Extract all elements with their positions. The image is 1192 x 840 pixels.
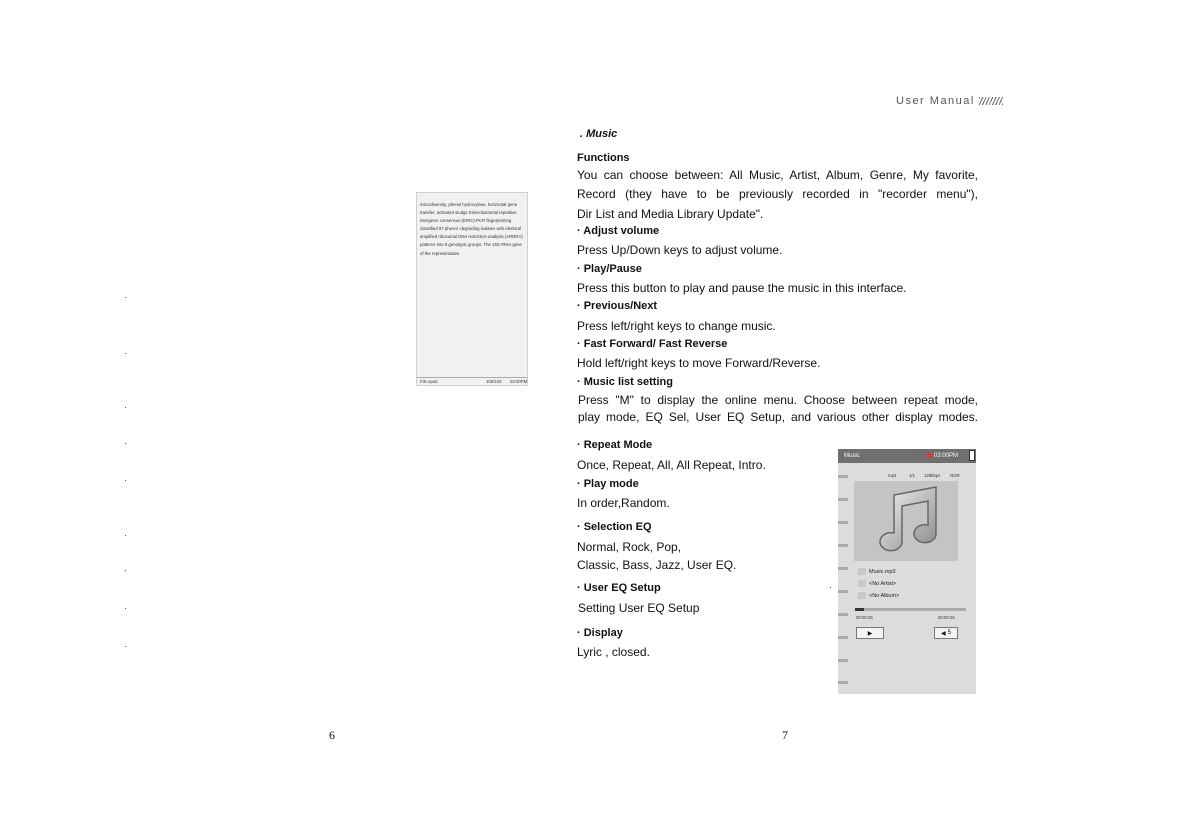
ebook-screen-text: microdiversity, phenol hydroxylase, horizontal gene transfer, activated sludge Enterobacterial repetitive intergenic consensus (ERIC)-PCR fingerprinting classified 97 phenol -degrading isolates with identical amplified ribosomal DNA restriction analysis (ARDRA) patterns into 8 genotypic groups. The 16S rRNA gene of the representative: [420, 202, 523, 256]
player-volume: 5: [947, 630, 951, 636]
side-tick: [838, 590, 848, 593]
player-format: mp3: [888, 473, 897, 478]
side-tick: [838, 636, 848, 639]
music-list-line: play mode, EQ Sel, User EQ Setup, and various other display modes.: [578, 410, 978, 424]
side-tick: [838, 475, 848, 478]
bullet-dot: ·: [124, 348, 127, 358]
side-tick: [838, 521, 848, 524]
speaker-icon: ◀: [941, 630, 946, 637]
player-eq: NOR: [950, 473, 960, 478]
player-artist: <No Artist>: [869, 580, 897, 587]
bullet-dot: ·: [124, 402, 127, 412]
player-title: Music: [844, 453, 860, 459]
previous-next-heading: · Previous/Next: [577, 300, 658, 312]
header-hatch-decoration: [979, 97, 1003, 105]
player-progress-bar: [855, 608, 966, 611]
player-album-row: [858, 592, 899, 599]
functions-line: You can choose between: All Music, Artist, Album, Genre, My favorite,: [577, 168, 978, 182]
side-tick: [838, 681, 848, 684]
selection-eq-heading: · Selection EQ: [577, 521, 652, 533]
repeat-mode-heading: · Repeat Mode: [577, 439, 653, 451]
ebook-page-count: 100/103: [486, 379, 502, 384]
music-list-heading: · Music list setting: [577, 376, 673, 388]
bullet-dot: ·: [124, 292, 127, 302]
functions-heading: Functions: [577, 152, 630, 164]
player-total: 00:00:25: [938, 615, 955, 620]
header-label: User Manual: [896, 95, 975, 107]
fast-forward-text: Hold left/right keys to move Forward/Reverse.: [577, 356, 821, 370]
music-note-icon: [858, 568, 866, 575]
album-icon: [858, 592, 866, 599]
fast-forward-heading: · Fast Forward/ Fast Reverse: [577, 338, 728, 350]
music-note-icon: [854, 481, 958, 561]
clock-icon: [927, 453, 932, 458]
running-header: [896, 95, 1003, 107]
selection-eq-line: Normal, Rock, Pop,: [577, 540, 682, 554]
music-player-screenshot: [838, 449, 976, 694]
player-title-bar: [838, 449, 976, 463]
bullet-dot: ·: [124, 603, 127, 613]
play-mode-heading: · Play mode: [577, 478, 639, 490]
volume-button: [934, 627, 958, 639]
adjust-volume-text: Press Up/Down keys to adjust volume.: [577, 243, 783, 257]
player-song: Music.mp3: [869, 568, 896, 575]
play-icon: ▶: [867, 630, 873, 637]
display-heading: · Display: [577, 627, 623, 639]
ebook-status-bar: [417, 377, 527, 385]
previous-next-text: Press left/right keys to change music.: [577, 319, 776, 333]
play-pause-text: Press this button to play and pause the music in this interface.: [577, 281, 907, 295]
player-song-row: [858, 568, 896, 575]
battery-icon: [969, 450, 975, 461]
repeat-mode-text: Once, Repeat, All, All Repeat, Intro.: [577, 458, 766, 472]
play-mode-text: In order,Random.: [577, 496, 670, 510]
player-track-count: 1/1: [909, 473, 915, 478]
artist-icon: [858, 580, 866, 587]
player-elapsed: 00:00:25: [856, 615, 873, 620]
selection-eq-line: Classic, Bass, Jazz, User EQ.: [577, 558, 737, 572]
bullet-dot: ·: [124, 641, 127, 651]
functions-line: Record (they have to be previously recorded in "recorder menu"),: [577, 187, 978, 201]
page-number-left: 6: [329, 728, 335, 742]
side-tick: [838, 544, 848, 547]
ebook-clock: 03:00PM: [510, 379, 528, 384]
player-clock: 03:00PM: [934, 453, 959, 459]
user-eq-heading: · User EQ Setup: [577, 582, 661, 594]
side-tick: [838, 498, 848, 501]
bullet-dot: ·: [124, 565, 127, 575]
bullet-dot: ·: [124, 438, 127, 448]
section-title: . Music: [580, 128, 618, 140]
side-tick: [838, 659, 848, 662]
play-button: [856, 627, 884, 639]
display-text: Lyric , closed.: [577, 645, 650, 659]
music-list-line: Press "M" to display the online menu. Choose between repeat mode,: [578, 393, 978, 407]
bullet-dot: ·: [124, 530, 127, 540]
player-album: <No Album>: [869, 592, 900, 599]
side-tick: [838, 567, 848, 570]
play-pause-heading: · Play/Pause: [577, 263, 642, 275]
ebook-screen-thumbnail: [416, 192, 528, 386]
side-tick: [838, 613, 848, 616]
adjust-volume-heading: · Adjust volume: [577, 225, 660, 237]
album-art: [854, 481, 958, 561]
player-bitrate: 128kbps: [924, 473, 941, 478]
functions-line: Dir List and Media Library Update".: [577, 207, 764, 221]
bullet-dot: ·: [124, 475, 127, 485]
user-eq-text: Setting User EQ Setup: [578, 601, 700, 615]
player-artist-row: [858, 580, 896, 587]
page-number-right: 7: [782, 728, 788, 742]
ebook-file-name: File.epub: [420, 379, 438, 384]
player-progress-fill: [855, 608, 864, 611]
bullet-dot: ·: [829, 582, 832, 592]
